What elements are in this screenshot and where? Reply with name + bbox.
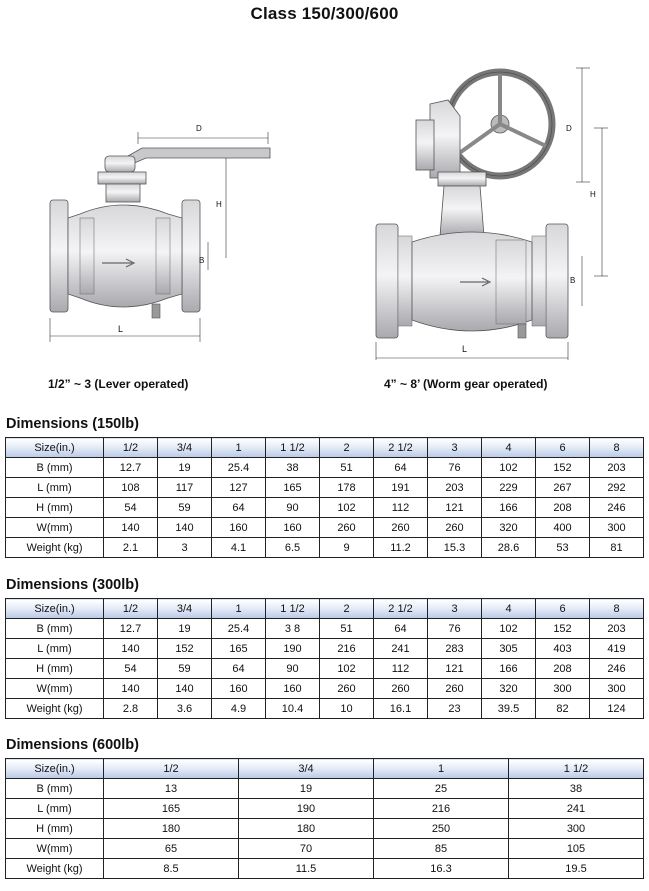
value-cell: 16.1 <box>374 699 428 719</box>
row-label-cell: L (mm) <box>6 799 104 819</box>
value-cell: 241 <box>374 639 428 659</box>
row-label-cell: W(mm) <box>6 518 104 538</box>
value-cell: 8.5 <box>104 859 239 879</box>
value-cell: 3 8 <box>266 619 320 639</box>
value-cell: 19.5 <box>509 859 644 879</box>
row-label-cell: L (mm) <box>6 478 104 498</box>
value-cell: 51 <box>320 619 374 639</box>
value-cell: 90 <box>266 498 320 518</box>
lever-label-b: B <box>199 256 205 265</box>
value-cell: 140 <box>104 679 158 699</box>
size-cell: 1 <box>212 438 266 458</box>
value-cell: 11.2 <box>374 538 428 558</box>
table-header-row <box>6 759 644 779</box>
value-cell: 10 <box>320 699 374 719</box>
value-cell: 160 <box>212 518 266 538</box>
row-label-cell: Weight (kg) <box>6 699 104 719</box>
gear-label-h: H <box>590 190 596 199</box>
value-cell: 246 <box>590 659 644 679</box>
lever-label-h: H <box>216 200 222 209</box>
row-label-cell: B (mm) <box>6 458 104 478</box>
value-cell: 102 <box>320 659 374 679</box>
value-cell: 121 <box>428 498 482 518</box>
value-cell: 152 <box>158 639 212 659</box>
value-cell: 178 <box>320 478 374 498</box>
row-label-cell: H (mm) <box>6 498 104 518</box>
table-row <box>6 839 644 859</box>
table-row <box>6 799 644 819</box>
value-cell: 166 <box>482 498 536 518</box>
value-cell: 117 <box>158 478 212 498</box>
value-cell: 140 <box>158 518 212 538</box>
value-cell: 203 <box>590 619 644 639</box>
value-cell: 6.5 <box>266 538 320 558</box>
value-cell: 127 <box>212 478 266 498</box>
table-row <box>6 699 644 719</box>
value-cell: 140 <box>104 639 158 659</box>
value-cell: 203 <box>428 478 482 498</box>
value-cell: 160 <box>266 518 320 538</box>
table-row <box>6 679 644 699</box>
size-cell: 1/2 <box>104 759 239 779</box>
table-row <box>6 518 644 538</box>
size-cell: 2 <box>320 599 374 619</box>
value-cell: 4.1 <box>212 538 266 558</box>
value-cell: 81 <box>590 538 644 558</box>
value-cell: 12.7 <box>104 619 158 639</box>
size-cell: 6 <box>536 599 590 619</box>
row-label-cell: W(mm) <box>6 679 104 699</box>
value-cell: 250 <box>374 819 509 839</box>
value-cell: 400 <box>536 518 590 538</box>
value-cell: 28.6 <box>482 538 536 558</box>
value-cell: 64 <box>374 458 428 478</box>
size-cell: 2 1/2 <box>374 599 428 619</box>
value-cell: 102 <box>320 498 374 518</box>
value-cell: 403 <box>536 639 590 659</box>
table-row <box>6 619 644 639</box>
value-cell: 140 <box>104 518 158 538</box>
value-cell: 165 <box>266 478 320 498</box>
table-row <box>6 458 644 478</box>
value-cell: 13 <box>104 779 239 799</box>
page-title: Class 150/300/600 <box>250 4 399 23</box>
value-cell: 12.7 <box>104 458 158 478</box>
value-cell: 112 <box>374 498 428 518</box>
size-cell: 3 <box>428 438 482 458</box>
value-cell: 180 <box>239 819 374 839</box>
value-cell: 19 <box>239 779 374 799</box>
value-cell: 15.3 <box>428 538 482 558</box>
value-cell: 260 <box>320 518 374 538</box>
size-cell: 4 <box>482 599 536 619</box>
lever-caption: 1/2” ~ 3 (Lever operated) <box>48 377 189 391</box>
gear-label-b: B <box>570 276 576 285</box>
value-cell: 216 <box>320 639 374 659</box>
value-cell: 3.6 <box>158 699 212 719</box>
value-cell: 2.1 <box>104 538 158 558</box>
value-cell: 124 <box>590 699 644 719</box>
value-cell: 112 <box>374 659 428 679</box>
value-cell: 65 <box>104 839 239 859</box>
size-cell: 8 <box>590 438 644 458</box>
table-600-title: Dimensions (600lb) <box>6 737 139 753</box>
row-label-cell: H (mm) <box>6 819 104 839</box>
worm-gear-caption: 4” ~ 8’ (Worm gear operated) <box>384 377 548 391</box>
value-cell: 10.4 <box>266 699 320 719</box>
value-cell: 82 <box>536 699 590 719</box>
value-cell: 191 <box>374 478 428 498</box>
value-cell: 320 <box>482 679 536 699</box>
table-row <box>6 819 644 839</box>
value-cell: 300 <box>536 679 590 699</box>
size-cell: 1 1/2 <box>509 759 644 779</box>
size-cell: 2 <box>320 438 374 458</box>
value-cell: 90 <box>266 659 320 679</box>
value-cell: 152 <box>536 458 590 478</box>
table-row <box>6 639 644 659</box>
size-cell: 1/2 <box>104 438 158 458</box>
gear-label-d: D <box>566 124 572 133</box>
size-header-cell: Size(in.) <box>6 759 104 779</box>
value-cell: 300 <box>590 679 644 699</box>
table-header-row <box>6 438 644 458</box>
value-cell: 25.4 <box>212 458 266 478</box>
value-cell: 165 <box>212 639 266 659</box>
value-cell: 102 <box>482 619 536 639</box>
value-cell: 203 <box>590 458 644 478</box>
size-cell: 6 <box>536 438 590 458</box>
table-row <box>6 859 644 879</box>
value-cell: 64 <box>212 498 266 518</box>
value-cell: 25 <box>374 779 509 799</box>
value-cell: 64 <box>212 659 266 679</box>
value-cell: 152 <box>536 619 590 639</box>
row-label-cell: Weight (kg) <box>6 538 104 558</box>
value-cell: 3 <box>158 538 212 558</box>
size-cell: 8 <box>590 599 644 619</box>
size-cell: 3/4 <box>158 438 212 458</box>
size-cell: 3 <box>428 599 482 619</box>
value-cell: 300 <box>590 518 644 538</box>
value-cell: 140 <box>158 679 212 699</box>
value-cell: 241 <box>509 799 644 819</box>
value-cell: 19 <box>158 458 212 478</box>
value-cell: 260 <box>374 518 428 538</box>
value-cell: 165 <box>104 799 239 819</box>
row-label-cell: B (mm) <box>6 779 104 799</box>
value-cell: 121 <box>428 659 482 679</box>
value-cell: 38 <box>509 779 644 799</box>
value-cell: 419 <box>590 639 644 659</box>
size-cell: 1 <box>374 759 509 779</box>
table-header-row <box>6 599 644 619</box>
value-cell: 160 <box>266 679 320 699</box>
size-cell: 4 <box>482 438 536 458</box>
table-row <box>6 498 644 518</box>
row-label-cell: B (mm) <box>6 619 104 639</box>
value-cell: 19 <box>158 619 212 639</box>
lever-label-l: L <box>118 324 124 334</box>
table-row <box>6 538 644 558</box>
lever-valve-drawing <box>40 118 280 348</box>
dimensions-600lb-table <box>5 758 644 879</box>
row-label-cell: Weight (kg) <box>6 859 104 879</box>
value-cell: 54 <box>104 498 158 518</box>
row-label-cell: W(mm) <box>6 839 104 859</box>
value-cell: 208 <box>536 498 590 518</box>
value-cell: 260 <box>428 679 482 699</box>
value-cell: 180 <box>104 819 239 839</box>
value-cell: 2.8 <box>104 699 158 719</box>
size-cell: 3/4 <box>239 759 374 779</box>
value-cell: 208 <box>536 659 590 679</box>
value-cell: 76 <box>428 619 482 639</box>
size-cell: 1 1/2 <box>266 599 320 619</box>
value-cell: 85 <box>374 839 509 859</box>
value-cell: 25.4 <box>212 619 266 639</box>
value-cell: 267 <box>536 478 590 498</box>
size-header-cell: Size(in.) <box>6 599 104 619</box>
value-cell: 246 <box>590 498 644 518</box>
table-300-title: Dimensions (300lb) <box>6 577 139 593</box>
value-cell: 166 <box>482 659 536 679</box>
value-cell: 39.5 <box>482 699 536 719</box>
value-cell: 283 <box>428 639 482 659</box>
value-cell: 105 <box>509 839 644 859</box>
value-cell: 260 <box>428 518 482 538</box>
value-cell: 38 <box>266 458 320 478</box>
table-150-title: Dimensions (150lb) <box>6 416 139 432</box>
table-row <box>6 779 644 799</box>
size-cell: 1 1/2 <box>266 438 320 458</box>
worm-gear-valve-drawing <box>368 60 608 360</box>
value-cell: 216 <box>374 799 509 819</box>
table-row <box>6 659 644 679</box>
size-cell: 2 1/2 <box>374 438 428 458</box>
value-cell: 102 <box>482 458 536 478</box>
value-cell: 300 <box>509 819 644 839</box>
value-cell: 190 <box>239 799 374 819</box>
table-row <box>6 478 644 498</box>
value-cell: 64 <box>374 619 428 639</box>
value-cell: 160 <box>212 679 266 699</box>
value-cell: 108 <box>104 478 158 498</box>
row-label-cell: L (mm) <box>6 639 104 659</box>
value-cell: 320 <box>482 518 536 538</box>
value-cell: 11.5 <box>239 859 374 879</box>
value-cell: 51 <box>320 458 374 478</box>
value-cell: 23 <box>428 699 482 719</box>
size-cell: 1 <box>212 599 266 619</box>
value-cell: 305 <box>482 639 536 659</box>
value-cell: 190 <box>266 639 320 659</box>
value-cell: 260 <box>374 679 428 699</box>
size-cell: 3/4 <box>158 599 212 619</box>
value-cell: 59 <box>158 498 212 518</box>
value-cell: 76 <box>428 458 482 478</box>
value-cell: 59 <box>158 659 212 679</box>
value-cell: 292 <box>590 478 644 498</box>
size-cell: 1/2 <box>104 599 158 619</box>
gear-label-l: L <box>462 344 468 354</box>
row-label-cell: H (mm) <box>6 659 104 679</box>
value-cell: 54 <box>104 659 158 679</box>
value-cell: 53 <box>536 538 590 558</box>
value-cell: 70 <box>239 839 374 859</box>
value-cell: 9 <box>320 538 374 558</box>
dimensions-300lb-table <box>5 598 644 719</box>
size-header-cell: Size(in.) <box>6 438 104 458</box>
value-cell: 260 <box>320 679 374 699</box>
lever-label-d: D <box>196 124 202 133</box>
value-cell: 229 <box>482 478 536 498</box>
value-cell: 4.9 <box>212 699 266 719</box>
dimensions-150lb-table <box>5 437 644 558</box>
value-cell: 16.3 <box>374 859 509 879</box>
